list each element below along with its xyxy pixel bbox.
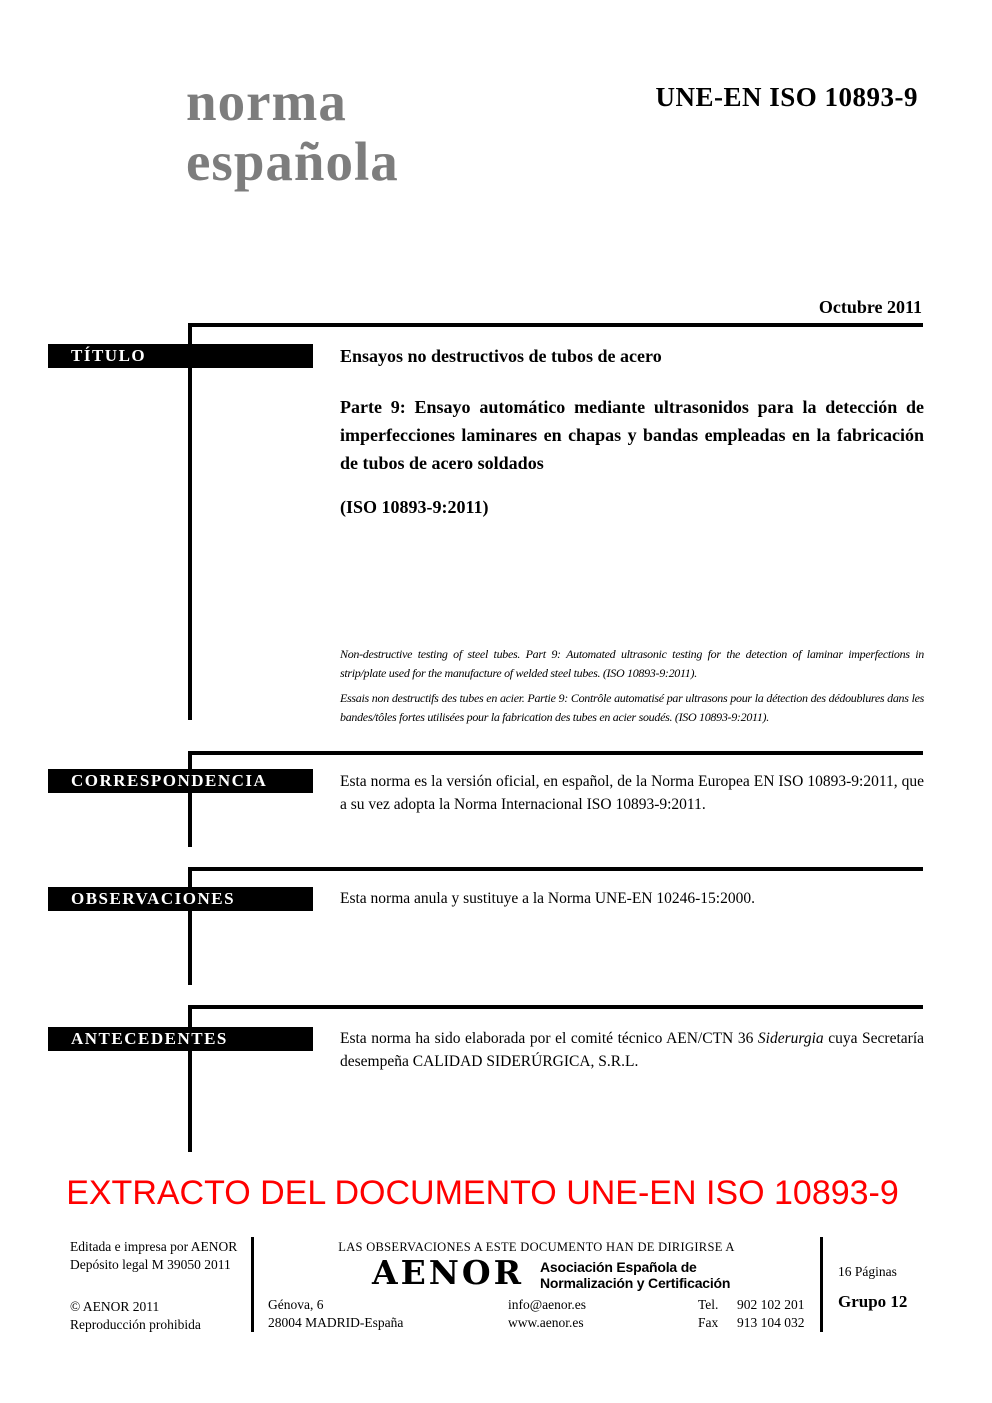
aenor-org-name <box>540 1259 730 1291</box>
aenor-org-line-1: Asociación Española de <box>540 1259 697 1275</box>
footer-copyright-block <box>70 1298 201 1333</box>
footer-fax-label: Fax <box>698 1314 719 1330</box>
antecedentes-body <box>340 1028 924 1073</box>
footer-group: Grupo 12 <box>838 1292 908 1311</box>
title-heading: Ensayos no destructivos de tubos de acero <box>340 346 662 366</box>
iso-reference: (ISO 10893-9:2011) <box>340 497 489 517</box>
footer-legal-deposit: Depósito legal M 39050 2011 <box>70 1256 231 1272</box>
observaciones-body: Esta norma anula y sustituye a la Norma UNE-EN 10246-15:2000. <box>340 890 755 907</box>
correspondencia-label: CORRESPONDENCIA <box>71 771 268 790</box>
titulo-vertical-rule <box>188 323 192 720</box>
footer-street: Génova, 6 <box>268 1297 324 1312</box>
title-french: Essais non destructifs des tubes en acier. Partie 9: Contrôle automatisé par ultrasons pour la détection des dédoublures dans les bandes/tôles fortes utilisées pour la fabrication des tubes en acier soudés. (ISO 10893-9:2011). <box>340 691 924 724</box>
footer-page-count: 16 Páginas <box>838 1264 897 1279</box>
footer-edited-by: Editada e impresa por AENOR <box>70 1239 238 1254</box>
footer-email: info@aenor.es <box>508 1297 587 1312</box>
footer-address <box>268 1296 403 1331</box>
aenor-org-line-2: Normalización y Certificación <box>540 1275 731 1291</box>
antecedentes-label-box <box>48 1027 313 1051</box>
footer-phone-values <box>737 1296 805 1331</box>
titulo-label-box <box>48 344 313 368</box>
observaciones-label: OBSERVACIONES <box>71 889 236 908</box>
logo-line-2: española <box>186 131 399 192</box>
observaciones-label-box <box>48 887 313 911</box>
observaciones-vertical-rule <box>188 867 192 985</box>
footer-fax-value: 913 104 032 <box>737 1314 805 1330</box>
footer-reproduction: Reproducción prohibida <box>70 1316 201 1332</box>
footer-tel-value: 902 102 201 <box>737 1297 805 1312</box>
observaciones-top-rule <box>188 867 923 871</box>
correspondencia-body: Esta norma es la versión oficial, en español, de la Norma Europea EN ISO 10893-9:2011, que a su vez adopta la Norma Internacional ISO 10893-9:2011. <box>340 773 924 813</box>
title-english: Non-destructive testing of steel tubes. Part 9: Automated ultrasonic testing for the detection of laminar imperfections in strip/plate used for the manufacture of welded steel tubes. (ISO 10893-9:2011). <box>340 647 924 680</box>
footer-copyright: © AENOR 2011 <box>70 1299 160 1314</box>
footer-tel-label: Tel. <box>698 1297 719 1312</box>
aenor-logo: AENOR <box>372 1253 525 1292</box>
antecedentes-body-start: Esta norma ha sido elaborada por el comité técnico AEN/CTN 36 <box>340 1030 758 1047</box>
correspondencia-top-rule <box>188 751 923 755</box>
antecedentes-body-end: cuya Secretaría desempeña CALIDAD SIDERÚRGICA, S.R.L. <box>340 1030 925 1070</box>
footer-website: www.aenor.es <box>508 1314 584 1330</box>
titulo-top-rule <box>188 323 923 327</box>
part-title: Parte 9: Ensayo automático mediante ultrasonidos para la detección de imperfecciones laminares en chapas y bandas empleadas en la fabricación de tubos de acero soldados <box>340 397 924 473</box>
correspondencia-vertical-rule <box>188 751 192 847</box>
issue-date: Octubre 2011 <box>818 297 922 317</box>
footer-phone-labels <box>698 1296 718 1331</box>
footer-divider-right <box>820 1237 823 1332</box>
antecedentes-label: ANTECEDENTES <box>71 1029 228 1048</box>
footer-web <box>508 1296 586 1331</box>
logo-line-1: norma <box>186 71 347 132</box>
standard-code: UNE-EN ISO 10893-9 <box>655 82 918 112</box>
antecedentes-top-rule <box>188 1005 923 1009</box>
extract-banner: EXTRACTO DEL DOCUMENTO UNE-EN ISO 10893-9 <box>66 1174 899 1212</box>
correspondencia-label-box <box>48 769 313 793</box>
antecedentes-committee-name: Siderurgia <box>757 1030 824 1047</box>
footer-publisher-block <box>70 1238 237 1273</box>
footer-city: 28004 MADRID-España <box>268 1314 404 1330</box>
titulo-label: TÍTULO <box>71 346 147 365</box>
footer-notice: LAS OBSERVACIONES A ESTE DOCUMENTO HAN DE DIRIGIRSE A <box>338 1240 735 1254</box>
norma-espanola-logo <box>186 72 399 192</box>
